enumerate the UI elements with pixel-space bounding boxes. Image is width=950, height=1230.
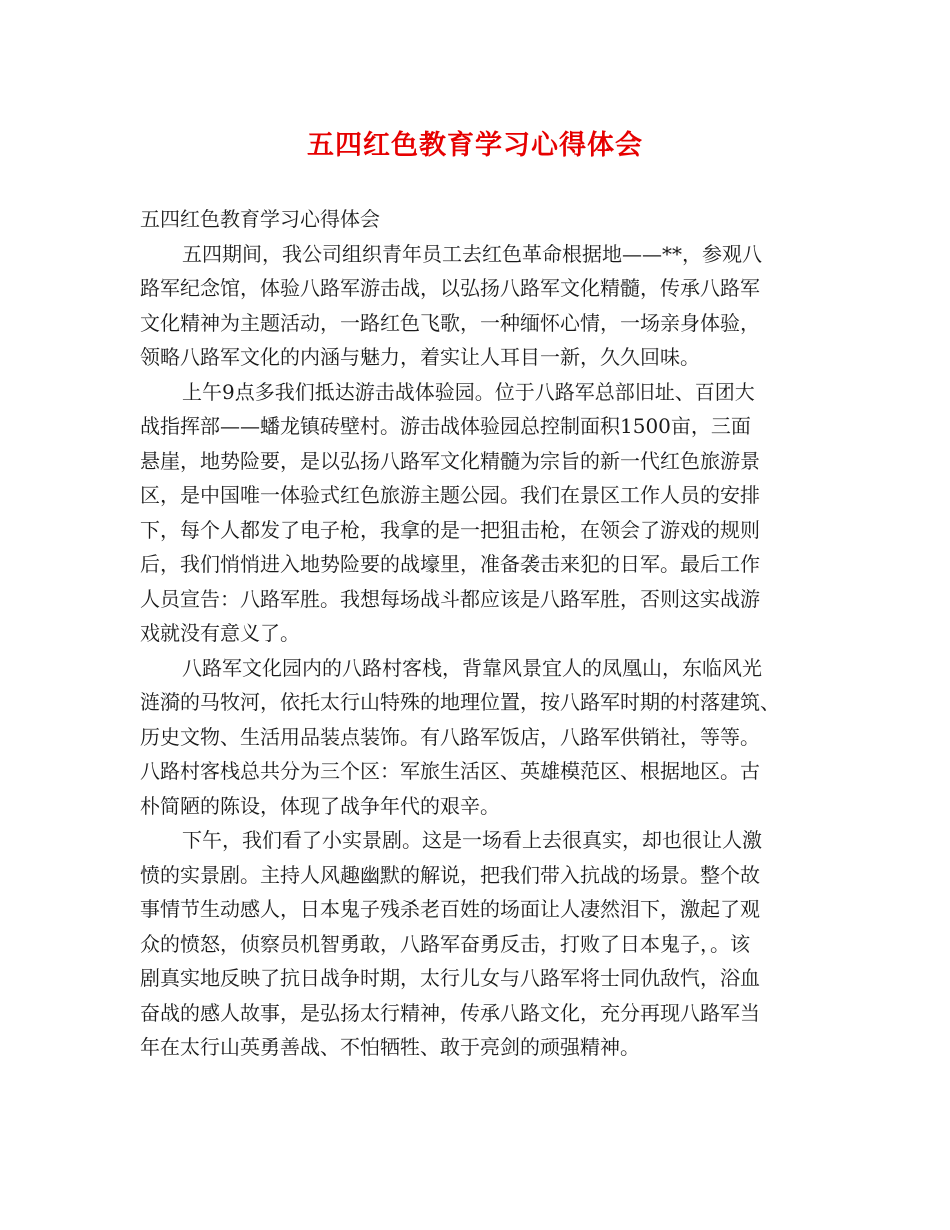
- paragraph-line: 八路军文化园内的八路村客栈，背靠风景宜人的凤凰山，东临风光: [182, 655, 762, 680]
- paragraph-line: 事情节生动感人，日本鬼子残杀老百姓的场面让人凄然泪下，激起了观: [140, 897, 760, 921]
- paragraph-line: 领略八路军文化的内涵与魅力，着实让人耳目一新，久久回味。: [140, 345, 700, 369]
- paragraph-line: 奋战的感人故事，是弘扬太行精神，传承八路文化，充分再现八路军当: [140, 1000, 760, 1025]
- paragraph-line: 八路村客栈总共分为三个区：军旅生活区、英雄模范区、根据地区。古: [140, 759, 760, 783]
- paragraph-line: 剧真实地反映了抗日战争时期，太行儿女与八路军将士同仇敌忾，浴血: [140, 966, 760, 990]
- paragraph-line: 区，是中国唯一体验式红色旅游主题公园。我们在景区工作人员的安排: [140, 483, 760, 507]
- document-body: [140, 202, 820, 1065]
- paragraph-2: [140, 375, 820, 651]
- paragraph-line: 下，每个人都发了电子枪，我拿的是一把狙击枪，在领会了游戏的规则: [140, 517, 760, 542]
- section-heading: 五四红色教育学习心得体会: [140, 207, 380, 231]
- paragraph-line: 文化精神为主题活动，一路红色飞歌，一种缅怀心情，一场亲身体验，: [140, 310, 760, 335]
- paragraph-line: 上午9点多我们抵达游击战体验园。位于八路军总部旧址、百团大: [182, 379, 755, 404]
- paragraph-line: 下午，我们看了小实景剧。这是一场看上去很真实，却也很让人激: [182, 828, 762, 852]
- paragraph-line: 后，我们悄悄进入地势险要的战壕里，准备袭击来犯的日军。最后工作: [140, 552, 760, 576]
- paragraph-1: [140, 237, 820, 375]
- paragraph-line: 涟漪的马牧河，依托太行山特殊的地理位置，按八路军时期的村落建筑、: [140, 690, 780, 714]
- paragraph-line: 朴简陋的陈设，体现了战争年代的艰辛。: [140, 793, 500, 818]
- paragraph-line: 众的愤怒，侦察员机智勇敢，八路军奋勇反击，打败了日本鬼子，。该: [140, 931, 750, 956]
- paragraph-line: 戏就没有意义了。: [140, 621, 300, 645]
- paragraph-line: 愤的实景剧。主持人风趣幽默的解说，把我们带入抗战的场景。整个故: [140, 862, 760, 887]
- paragraph-line: 路军纪念馆，体验八路军游击战，以弘扬八路军文化精髓，传承八路军: [140, 276, 760, 300]
- paragraph-4: [140, 823, 820, 1065]
- paragraph-line: 人员宣告：八路军胜。我想每场战斗都应该是八路军胜，否则这实战游: [140, 586, 760, 611]
- paragraph-line: 五四期间，我公司组织青年员工去红色革命根据地——**，参观八: [182, 241, 762, 266]
- paragraph-line: 悬崖，地势险要，是以弘扬八路军文化精髓为宗旨的新一代红色旅游景: [140, 448, 760, 473]
- paragraph-3: [140, 651, 820, 824]
- document-title: 五四红色教育学习心得体会: [307, 130, 643, 161]
- paragraph-line: 年在太行山英勇善战、不怕牺牲、敢于亮剑的顽强精神。: [140, 1035, 640, 1059]
- paragraph-line: 战指挥部——蟠龙镇砖壁村。游击战体验园总控制面积1500亩，三面: [140, 414, 751, 438]
- paragraph-line: 历史文物、生活用品装点装饰。有八路军饭店，八路军供销社，等等。: [140, 724, 760, 749]
